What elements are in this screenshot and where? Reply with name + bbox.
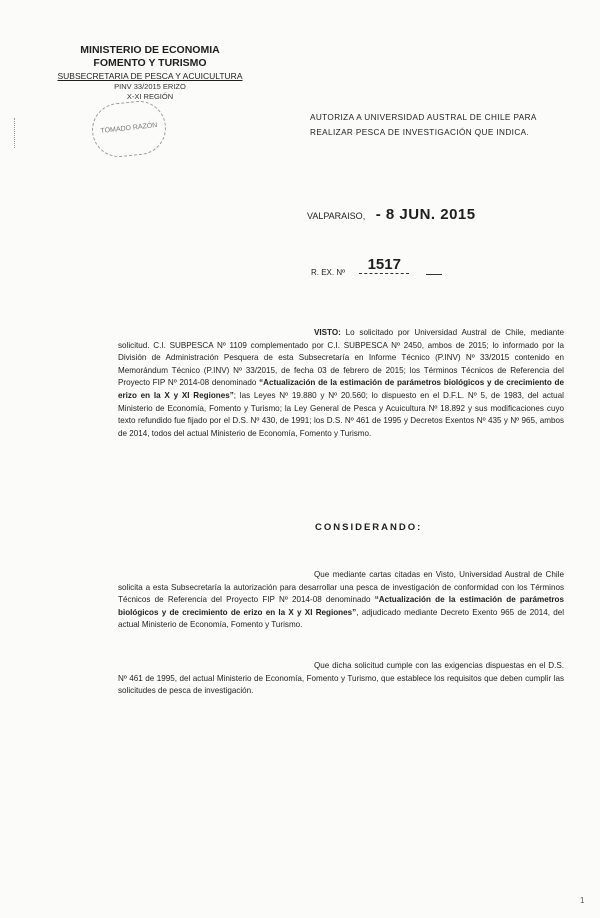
- office-stamp: TOMADO RAZÓN: [89, 98, 168, 159]
- dateline: [307, 206, 476, 223]
- resolution-date: - 8 JUN. 2015: [375, 206, 476, 223]
- visto-paragraph: [118, 327, 564, 440]
- considerando-text-1b: , adjudicado mediante Decreto Exento 965 de 2014, del actual Ministerio de Economía, Fomento y Turismo.: [118, 607, 565, 630]
- visto-project-title: “Actualización de la estimación de parámetros biológicos y de crecimiento de erizo en la X y XI Regiones”: [118, 378, 564, 400]
- ministry-header: [40, 44, 260, 102]
- margin-mark: [14, 118, 19, 148]
- considerando-project-title: “Actualización de la estimación de parámetros biológicos y de crecimiento de erizo en la X y XI Regiones”: [118, 595, 564, 617]
- resolution-number-line: [311, 256, 442, 280]
- resolution-label: R. EX. Nº: [311, 268, 346, 277]
- visto-label: VISTO:: [314, 328, 341, 337]
- subsecretaria-name: SUBSECRETARIA DE PESCA Y ACUICULTURA: [57, 71, 243, 81]
- considerando-heading: CONSIDERANDO:: [315, 522, 423, 533]
- visto-text-2: ; las Leyes Nº 19.880 y Nº 20.560; lo dispuesto en el D.F.L. Nº 5, de 1983, del actual Ministerio de Economía, Fomento y Turismo; la Ley General de Pesca y Acuicultura Nº 18.892 y sus modificaciones cuyo texto refundido fue fijado por el D.S. Nº 430, de 1991; los D.S. Nº 461 de 1995 y Decretos Exentos Nº 435 y Nº 965, ambos de 2014, todos del actual Ministerio de Economía, Fomento y Turismo.: [118, 390, 564, 438]
- resolution-underline: [426, 274, 442, 275]
- resolution-number: 1517: [359, 256, 409, 274]
- place-name: VALPARAISO,: [307, 211, 366, 221]
- page-number: 1: [580, 896, 585, 905]
- region-reference: X-XI REGIÓN: [126, 92, 174, 101]
- considerando-paragraph-1: [118, 569, 564, 632]
- visto-text-1: Lo solicitado por Universidad Austral de Chile, mediante solicitud. C.I. SUBPESCA Nº 1109 complementado por C.I. SUBPESCA Nº 2450, ambos de 2015; lo informado por la División de Administración Pesquera de esta Subsecretaría en Informe Técnico (P.INV) Nº 33/2015 contenido en Memorándum Técnico (P.INV) Nº 33/2015, de fecha 03 de febrero de 2015; los Términos Técnicos de Referencia del Proyecto FIP Nº 2014-08 denominado: [118, 328, 564, 388]
- considerando-text-1a: Que mediante cartas citadas en Visto, Universidad Austral de Chile solicita a esta Subsecretaría la autorización para desarrollar una pesca de investigación de conformidad con los Términos Técnicos de Referencia del Proyecto FIP Nº 2014-08 denominado: [118, 570, 564, 605]
- considerando-paragraph-2: Que dicha solicitud cumple con las exigencias dispuestas en el D.S. Nº 461 de 1995, del actual Ministerio de Economía, Fomento y Turismo, que establece los requisitos que deben cumplir las solicitudes de pesca de investigación.: [118, 661, 564, 696]
- file-reference: PINV 33/2015 ERIZO: [114, 82, 186, 91]
- resolution-subject: AUTORIZA A UNIVERSIDAD AUSTRAL DE CHILE PARA REALIZAR PESCA DE INVESTIGACIÓN QUE INDICA.: [310, 113, 537, 137]
- ministry-name: MINISTERIO DE ECONOMIA: [80, 44, 220, 56]
- ministry-subname: FOMENTO Y TURISMO: [93, 57, 207, 69]
